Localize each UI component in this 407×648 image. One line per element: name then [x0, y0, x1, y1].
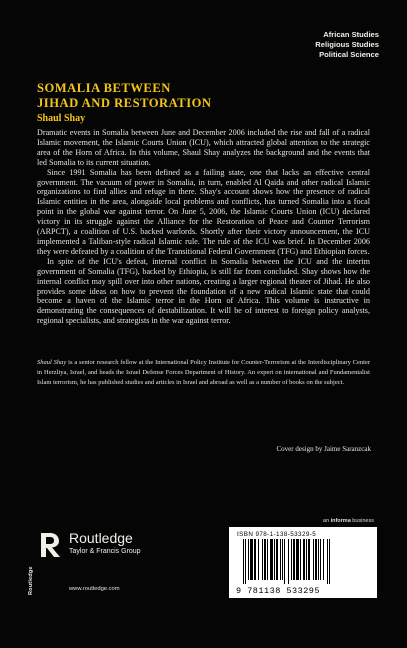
barcode-bar	[282, 539, 283, 580]
barcode-bar	[315, 539, 317, 580]
barcode-bar	[258, 539, 259, 580]
barcode-bar	[308, 539, 310, 580]
barcode-bar	[274, 539, 275, 580]
barcode-bar	[245, 539, 246, 584]
blurb	[37, 128, 370, 326]
barcode-panel	[229, 527, 377, 598]
subject-item: African Studies	[323, 30, 379, 39]
barcode-bar	[327, 539, 328, 584]
subject-item: Political Science	[319, 50, 379, 59]
barcode-bar	[291, 539, 292, 580]
barcode-bar	[284, 539, 285, 584]
book-title-line: JIHAD AND RESTORATION	[37, 96, 212, 110]
publisher-website: www.routledge.com	[69, 586, 120, 592]
author-bio	[37, 358, 370, 388]
author-bio-text: is a senior research fellow at the International Policy Institute for Counter-Terrorism at the Interdisciplinary Center in Herzliya, Israel, and heads the Israel Defense Forces Department of History. An expert on international and Fundamentalist Islam terrorism, he has published studies and articles in Israel and abroad as well as a number of books on the subject.	[37, 359, 370, 386]
blurb-paragraph: Dramatic events in Somalia between June and December 2006 included the rise and fall of a radical Islamic movement, the Islamic Courts Union (ICU), which attracted global attention to the strategic area of the Horn of Africa. In this volume, Shaul Shay analyzes the background and the events that led Somalia to its current situation.	[37, 128, 370, 167]
author-bio-paragraph	[37, 358, 370, 388]
barcode-bar	[313, 539, 314, 580]
barcode-bar	[264, 539, 266, 580]
barcode-digits: 9 781138 533295	[236, 586, 321, 596]
informa-prefix: an	[322, 518, 331, 524]
author-name: Shaul Shay	[37, 113, 86, 124]
book-title	[37, 81, 211, 111]
informa-suffix: business	[350, 518, 374, 524]
author-bio-name: Shaul Shay	[37, 359, 67, 366]
barcode-icon	[243, 539, 363, 584]
barcode-bar	[300, 539, 301, 580]
publisher-name: Routledge	[69, 530, 133, 546]
barcode-bar	[303, 539, 305, 580]
barcode-bar	[318, 539, 319, 580]
blurb-paragraph: In spite of the ICU's defeat, internal conflict in Somalia between the ICU and the interim government of Somalia (TFG), backed by Ethiopia, is still far from concluded. Shay shows how the internal conflict may spill over into other nations, creating a larger regional theater of Jihad. He also provides some ideas on how to prevent the foundation of a new radical Islamic state that could become a haven of the Islamic terror in the Horn of Africa. This volume is instructive in demonstrating the consequences of destabilization. It will be of interest to foreign policy analysts, regional specialists, and strategists in the war against terror.	[37, 256, 370, 326]
barcode-bar	[250, 539, 253, 580]
barcode-bar	[280, 539, 281, 580]
barcode-bar	[243, 539, 244, 584]
isbn-label: ISBN 978-1-138-53329-5	[237, 531, 317, 538]
barcode-bar	[288, 539, 289, 584]
barcode-bar	[323, 539, 324, 580]
barcode-bar	[293, 539, 295, 580]
barcode-bar	[267, 539, 268, 580]
routledge-logo-icon	[38, 531, 63, 559]
publisher-group: Taylor & Francis Group	[69, 548, 141, 555]
informa-business-label	[323, 518, 374, 524]
barcode-bar	[276, 539, 278, 580]
barcode-bar	[254, 539, 256, 580]
barcode-bar	[306, 539, 307, 580]
book-title-line: SOMALIA BETWEEN	[37, 81, 171, 95]
blurb-paragraph: Since 1991 Somalia has been defined as a failing state, one that lacks an effective central government. The vacuum of power in Somalia, in turn, enabled Al Qaida and other radical Islamic organizations to find allies and refuge in there. Shay's account shows how the presence of radical Islamic entities in the area, alongside local problems and conflicts, has turned Somalia into a focal point in the global war against terror. On June 5, 2006, the Islamic Courts Union (ICU) declared victory in its struggle against the Alliance for the Restoration of Peace and Counter Terrorism (ARPCT), a coalition of U.S. backed warlords. Shortly after their victory announcement, the ICU implemented a Taliban-style radical Islamic rule. The rule of the ICU was brief. In December 2006 they were defeated by a coalition of the Transitional Federal Government (TFG) and Ethiopian forces.	[37, 167, 370, 256]
publisher-spine-label: Routledge	[28, 566, 34, 595]
barcode-bar	[270, 539, 273, 580]
subject-list	[315, 30, 379, 60]
informa-name: informa	[330, 518, 351, 524]
barcode-bar	[320, 539, 321, 580]
barcode-bar	[248, 539, 249, 580]
cover-design-credit: Cover design by Jaime Saranzcak	[276, 445, 371, 453]
barcode-bar	[296, 539, 299, 580]
barcode-bar	[262, 539, 263, 580]
publisher-block	[28, 527, 158, 593]
subject-item: Religious Studies	[315, 40, 379, 49]
barcode-bar	[329, 539, 330, 584]
